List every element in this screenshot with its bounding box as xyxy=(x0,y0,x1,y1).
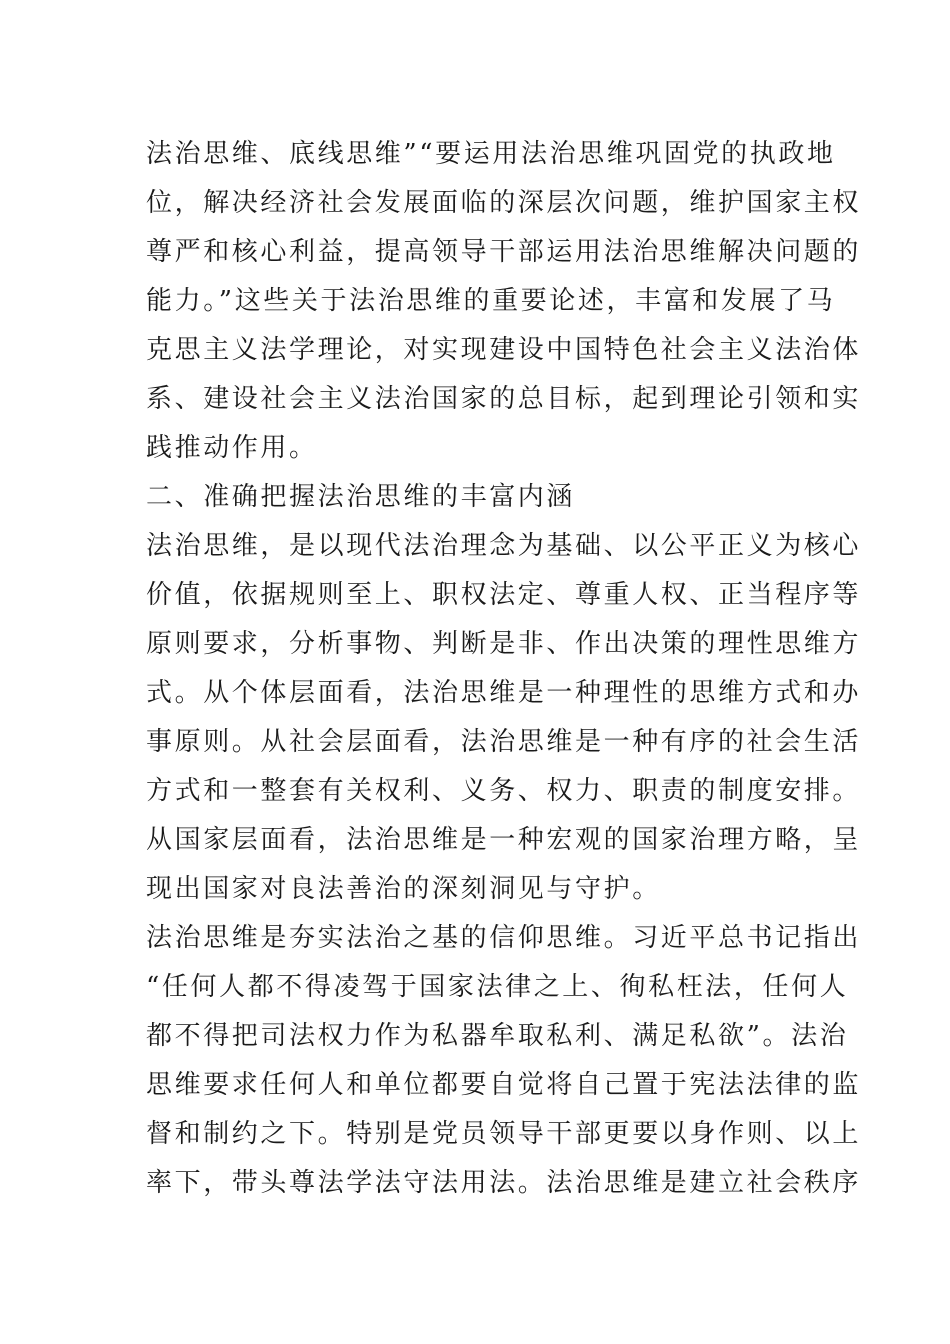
text-line: 法治思维、底线思维”“要运用法治思维巩固党的执政地 xyxy=(146,139,836,169)
text-line: “任何人都不得凌驾于国家法律之上、徇私枉法，任何人 xyxy=(146,972,849,1002)
text-line: 法治思维，是以现代法治理念为基础、以公平正义为核心 xyxy=(146,531,862,561)
text-line: 位，解决经济社会发展面临的深层次问题，维护国家主权 xyxy=(146,188,862,218)
body-text xyxy=(146,130,862,1208)
text-line: 原则要求，分析事物、判断是非、作出决策的理性思维方 xyxy=(146,629,862,659)
text-line: 都不得把司法权力作为私器牟取私利、满足私欲”。法治 xyxy=(146,1021,849,1051)
text-line: 克思主义法学理论，对实现建设中国特色社会主义法治体 xyxy=(146,335,862,365)
section-heading: 二、准确把握法治思维的丰富内涵 xyxy=(146,482,576,512)
text-line: 现出国家对良法善治的深刻洞见与守护。 xyxy=(146,874,661,904)
text-line: 事原则。从社会层面看，法治思维是一种有序的社会生活 xyxy=(146,727,862,757)
text-line: 践推动作用。 xyxy=(146,433,318,463)
text-line: 能力。”这些关于法治思维的重要论述，丰富和发展了马 xyxy=(146,286,836,316)
text-line: 价值，依据规则至上、职权法定、尊重人权、正当程序等 xyxy=(146,580,862,610)
text-line: 方式和一整套有关权利、义务、权力、职责的制度安排。 xyxy=(146,776,862,806)
text-line: 率下，带头尊法学法守法用法。法治思维是建立社会秩序 xyxy=(146,1168,862,1198)
text-line: 系、建设社会主义法治国家的总目标，起到理论引领和实 xyxy=(146,384,862,414)
text-line: 督和制约之下。特别是党员领导干部更要以身作则、以上 xyxy=(146,1119,862,1149)
text-line: 尊严和核心利益，提高领导干部运用法治思维解决问题的 xyxy=(146,237,862,267)
text-line: 法治思维是夯实法治之基的信仰思维。习近平总书记指出 xyxy=(146,923,862,953)
text-line: 思维要求任何人和单位都要自觉将自己置于宪法法律的监 xyxy=(146,1070,862,1100)
text-line: 式。从个体层面看，法治思维是一种理性的思维方式和办 xyxy=(146,678,862,708)
text-line: 从国家层面看，法治思维是一种宏观的国家治理方略，呈 xyxy=(146,825,862,855)
